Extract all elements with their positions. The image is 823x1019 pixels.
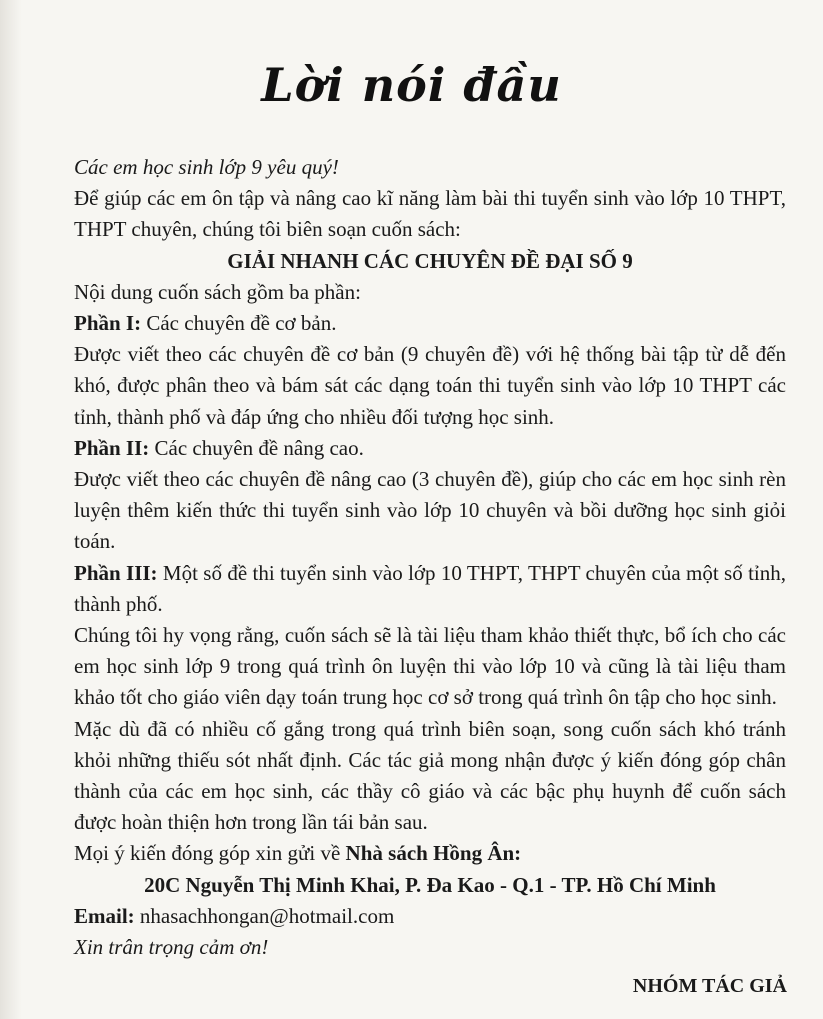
part1-label: Phần I:	[74, 311, 142, 336]
part2-heading	[74, 433, 786, 464]
part3-heading	[74, 558, 786, 620]
page-edge-shadow	[0, 0, 22, 1019]
book-title: GIẢI NHANH CÁC CHUYÊN ĐỀ ĐẠI SỐ 9	[227, 248, 633, 273]
part1-description: Được viết theo các chuyên đề cơ bản (9 chuyên đề) với hệ thống bài tập từ dễ đến khó, được phân theo và bám sát các dạng toán thi tuyển sinh vào lớp 10 THPT các tỉnh, thành phố và đáp ứng cho nhiều đối tượng học sinh.	[74, 342, 786, 429]
email-label: Email:	[74, 903, 135, 928]
hope-paragraph: Chúng tôi hy vọng rằng, cuốn sách sẽ là tài liệu tham khảo thiết thực, bổ ích cho các em học sinh lớp 9 trong quá trình ôn luyện thi vào lớp 10 và cũng là tài liệu tham khảo tốt cho giáo viên dạy toán trung học cơ sở trong quá trình ôn tập cho học sinh.	[74, 623, 786, 710]
apology-paragraph: Mặc dù đã có nhiều cố gắng trong quá trình biên soạn, song cuốn sách khó tránh khỏi những thiếu sót nhất định. Các tác giả mong nhận được ý kiến đóng góp chân thành của các em học sinh, các thầy cô giáo và các bậc phụ huynh để cuốn sách được hoàn thiện hơn trong lần tái bản sau.	[74, 716, 786, 835]
content-intro: Nội dung cuốn sách gồm ba phần:	[74, 279, 361, 304]
part3-label: Phần III:	[74, 560, 158, 585]
part2-text: Các chuyên đề nâng cao.	[149, 435, 364, 460]
publisher-name: Nhà sách Hồng Ân:	[345, 841, 522, 866]
page-title: Lời nói đầu	[261, 58, 562, 112]
part1-heading	[74, 308, 786, 339]
part1-text: Các chuyên đề cơ bản.	[141, 311, 337, 336]
contact-line	[74, 838, 786, 869]
part3-text: Một số đề thi tuyển sinh vào lớp 10 THPT, THPT chuyên của một số tỉnh, thành phố.	[74, 560, 786, 616]
part2-label: Phần II:	[74, 435, 150, 460]
part2-description: Được viết theo các chuyên đề nâng cao (3 chuyên đề), giúp cho các em học sinh rèn luyện thêm kiến thức thi tuyển sinh vào lớp 10 chuyên và bồi dưỡng học sinh giỏi toán.	[74, 467, 786, 554]
thanks-line: Xin trân trọng cảm ơn!	[74, 935, 269, 960]
email-address: nhasachhongan@hotmail.com	[134, 903, 395, 928]
signature: NHÓM TÁC GIẢ	[632, 975, 787, 997]
intro-paragraph: Để giúp các em ôn tập và nâng cao kĩ năng làm bài thi tuyển sinh vào lớp 10 THPT, THPT chuyên, chúng tôi biên soạn cuốn sách:	[74, 186, 786, 242]
email-line	[74, 901, 786, 932]
publisher-address: 20C Nguyễn Thị Minh Khai, P. Đa Kao - Q.1 - TP. Hồ Chí Minh	[144, 872, 716, 897]
greeting: Các em học sinh lớp 9 yêu quý!	[74, 155, 339, 179]
contact-intro: Mọi ý kiến đóng góp xin gửi về	[74, 841, 346, 866]
preface-body	[74, 152, 786, 963]
